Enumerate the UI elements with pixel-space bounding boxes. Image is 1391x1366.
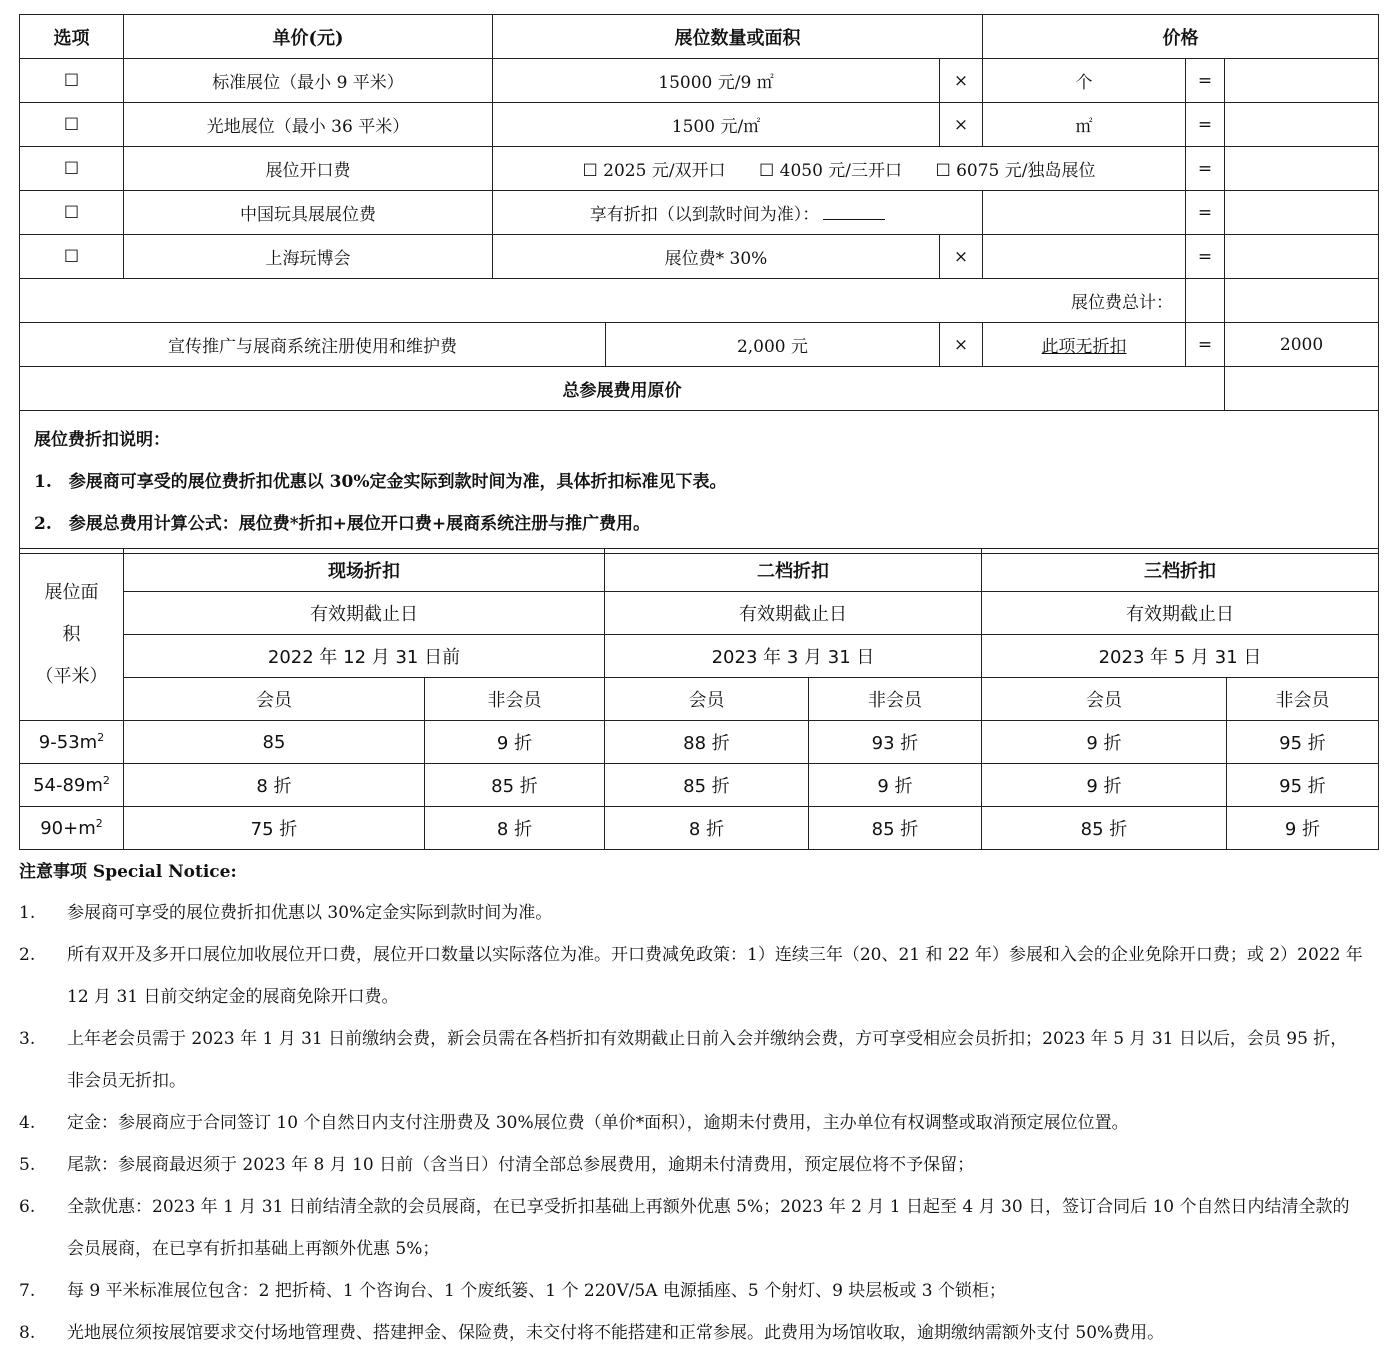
- notice-number: 3.: [19, 1029, 36, 1049]
- discount-cell: 8 折: [124, 764, 425, 807]
- notice-number: 1.: [19, 903, 36, 923]
- value-promotion-fee: 2000: [1225, 323, 1379, 367]
- discount-table: [19, 548, 1379, 850]
- price-raw-space[interactable]: [1225, 103, 1379, 147]
- row-promotion-fee: [20, 323, 1379, 367]
- discount-cell: 9 折: [425, 721, 605, 764]
- area-header: [20, 549, 124, 721]
- opening-option-double[interactable]: [583, 161, 726, 181]
- subtotal-spacer: [1186, 279, 1225, 323]
- area-cell: [20, 764, 124, 807]
- booth-fee-form: [19, 14, 1379, 554]
- equals-sign: =: [1186, 59, 1225, 103]
- discount-china-toy-fair: [493, 191, 983, 235]
- header-price: 价格: [983, 15, 1379, 59]
- row-standard-booth: [20, 59, 1379, 103]
- label-grand-total: 总参展费用原价: [20, 367, 1225, 411]
- list-item: [19, 892, 1364, 934]
- price-china-toy-fair[interactable]: [1225, 191, 1379, 235]
- form-header-row: [20, 15, 1379, 59]
- discount-note-2: 2. 参展总费用计算公式：展位费*折扣+展位开口费+展商系统注册与推广费用。: [34, 514, 651, 534]
- discount-cell: 9 折: [1227, 807, 1379, 850]
- row-raw-space: [20, 103, 1379, 147]
- discount-blank-field[interactable]: [823, 203, 885, 220]
- checkbox-raw-space[interactable]: ☐: [20, 103, 124, 147]
- valid-label-onsite: 有效期截止日: [124, 592, 605, 635]
- discount-cell: 88 折: [605, 721, 809, 764]
- list-item: [19, 1102, 1364, 1144]
- notice-text: 定金：参展商应于合同签订 10 个自然日内支付注册费及 30%展位费（单价*面积），逾期未付费用，主办单位有权调整或取消预定展位位置。: [67, 1113, 1129, 1133]
- discount-cell: 95 折: [1227, 721, 1379, 764]
- checkbox-shanghai-toy-expo[interactable]: ☐: [20, 235, 124, 279]
- header-option: 选项: [20, 15, 124, 59]
- checkbox-triple[interactable]: ☐: [758, 161, 775, 181]
- label-promotion-fee: 宣传推广与展商系统注册使用和维护费: [20, 323, 606, 367]
- equals-sign: =: [1186, 103, 1225, 147]
- multiply-sign: ×: [940, 235, 983, 279]
- discount-cell: 9 折: [982, 764, 1227, 807]
- area-cell: [20, 807, 124, 850]
- qty-china-toy-fair[interactable]: [983, 191, 1186, 235]
- member-header: 会员: [124, 678, 425, 721]
- unit-shanghai-toy-expo: 展位费* 30%: [493, 235, 940, 279]
- price-standard-booth[interactable]: [1225, 59, 1379, 103]
- multiply-sign: ×: [940, 323, 983, 367]
- discount-cell: 8 折: [425, 807, 605, 850]
- tier-onsite: 现场折扣: [124, 549, 605, 592]
- header-quantity: 展位数量或面积: [493, 15, 983, 59]
- area-superscript: 2: [95, 817, 103, 830]
- notice-number: 6.: [19, 1197, 36, 1217]
- discount-cell: 85 折: [605, 764, 809, 807]
- checkbox-opening-fee[interactable]: ☐: [20, 147, 124, 191]
- notice-number: 4.: [19, 1113, 36, 1133]
- member-header: 会员: [605, 678, 809, 721]
- discount-cell: 93 折: [809, 721, 982, 764]
- label-opening-fee: 展位开口费: [124, 147, 493, 191]
- notice-number: 2.: [19, 945, 36, 965]
- row-opening-fee: [20, 147, 1379, 191]
- area-header-line-2: 积: [62, 623, 81, 645]
- non-member-header: 非会员: [1227, 678, 1379, 721]
- notice-number: 7.: [19, 1281, 36, 1301]
- discount-cell: 75 折: [124, 807, 425, 850]
- notice-number: 5.: [19, 1155, 36, 1175]
- note-no-discount: 此项无折扣: [983, 323, 1186, 367]
- deadline-third: 2023 年 5 月 31 日: [982, 635, 1379, 678]
- discount-notes: [20, 411, 1379, 554]
- unit-standard-booth: 15000 元/9 ㎡: [493, 59, 940, 103]
- membership-row: [20, 678, 1379, 721]
- discount-text: 享有折扣（以到款时间为准）：: [589, 205, 820, 225]
- opening-option-triple[interactable]: [759, 161, 902, 181]
- valid-label-second: 有效期截止日: [605, 592, 982, 635]
- area-value: 90+m: [40, 818, 96, 839]
- opening-fee-options: [493, 147, 1186, 191]
- discount-cell: 85 折: [982, 807, 1227, 850]
- row-grand-total: [20, 367, 1379, 411]
- area-superscript: 2: [102, 774, 110, 787]
- tier-third: 三档折扣: [982, 549, 1379, 592]
- notice-text: 参展商可享受的展位费折扣优惠以 30%定金实际到款时间为准。: [67, 903, 553, 923]
- equals-sign: =: [1186, 147, 1225, 191]
- list-item: [19, 1312, 1364, 1354]
- label-standard-booth: 标准展位（最小 9 平米）: [124, 59, 493, 103]
- area-cell: [20, 721, 124, 764]
- special-notice: [19, 852, 1364, 1354]
- price-shanghai-toy-expo[interactable]: [1225, 235, 1379, 279]
- discount-cell: 9 折: [982, 721, 1227, 764]
- discount-note-1: 1. 参展商可享受的展位费折扣优惠以 30%定金实际到款时间为准，具体折扣标准见下表。: [34, 472, 727, 492]
- discount-cell: 8 折: [605, 807, 809, 850]
- valid-label-third: 有效期截止日: [982, 592, 1379, 635]
- notice-text: 每 9 平米标准展位包含：2 把折椅、1 个咨询台、1 个废纸篓、1 个 220V/5A 电源插座、5 个射灯、9 块层板或 3 个锁柜；: [67, 1281, 1006, 1301]
- row-discount-notes: [20, 411, 1379, 554]
- label-shanghai-toy-expo: 上海玩博会: [124, 235, 493, 279]
- discount-notes-title: 展位费折扣说明：: [34, 430, 170, 450]
- tier-second: 二档折扣: [605, 549, 982, 592]
- area-header-line-3: （平米）: [35, 665, 108, 687]
- option-double-label: 2025 元/双开口: [603, 161, 726, 181]
- list-item: [19, 1186, 1364, 1270]
- non-member-header: 非会员: [425, 678, 605, 721]
- opening-option-island[interactable]: [935, 161, 1095, 181]
- discount-cell: 9 折: [809, 764, 982, 807]
- label-china-toy-fair: 中国玩具展展位费: [124, 191, 493, 235]
- qty-raw-space[interactable]: ㎡: [983, 103, 1186, 147]
- deadline-row: [20, 635, 1379, 678]
- price-opening-fee[interactable]: [1225, 147, 1379, 191]
- equals-sign: =: [1186, 323, 1225, 367]
- notice-text: 全款优惠：2023 年 1 月 31 日前结清全款的会员展商，在已享受折扣基础上再额外优惠 5%；2023 年 2 月 1 日起至 4 月 30 日，签订合同后 10 个自然日内结清全款的会员展商，在已享有折扣基础上再额外优惠 5%；: [67, 1197, 1350, 1259]
- checkbox-china-toy-fair[interactable]: ☐: [20, 191, 124, 235]
- area-superscript: 2: [97, 731, 105, 744]
- table-row: [20, 764, 1379, 807]
- area-value: 54-89m: [33, 775, 103, 796]
- qty-standard-booth[interactable]: 个: [983, 59, 1186, 103]
- row-shanghai-toy-expo: [20, 235, 1379, 279]
- checkbox-island[interactable]: ☐: [935, 161, 951, 181]
- tier-name-row: [20, 549, 1379, 592]
- row-booth-subtotal: [20, 279, 1379, 323]
- option-island-label: 6075 元/独岛展位: [956, 161, 1096, 181]
- label-raw-space: 光地展位（最小 36 平米）: [124, 103, 493, 147]
- area-value: 9-53m: [38, 732, 98, 753]
- value-booth-subtotal[interactable]: [1225, 279, 1379, 323]
- value-grand-total[interactable]: [1225, 367, 1379, 411]
- checkbox-standard-booth[interactable]: ☐: [20, 59, 124, 103]
- valid-label-row: [20, 592, 1379, 635]
- qty-shanghai-toy-expo[interactable]: [983, 235, 1186, 279]
- multiply-sign: ×: [940, 103, 983, 147]
- notice-text: 光地展位须按展馆要求交付场地管理费、搭建押金、保险费，未交付将不能搭建和正常参展。此费用为场馆收取，逾期缴纳需额外支付 50%费用。: [67, 1323, 1165, 1343]
- unit-promotion-fee: 2,000 元: [606, 323, 940, 367]
- discount-cell: 95 折: [1227, 764, 1379, 807]
- list-item: [19, 1018, 1364, 1102]
- equals-sign: =: [1186, 235, 1225, 279]
- notice-text: 所有双开及多开口展位加收展位开口费，展位开口数量以实际落位为准。开口费减免政策：1）连续三年（20、21 和 22 年）参展和入会的企业免除开口费；或 2）2022 年 12 月 31 日前交纳定金的展商免除开口费。: [67, 945, 1363, 1007]
- equals-sign: =: [1186, 191, 1225, 235]
- list-item: [19, 934, 1364, 1018]
- discount-cell: 85: [124, 721, 425, 764]
- discount-cell: 85 折: [425, 764, 605, 807]
- list-item: [19, 1270, 1364, 1312]
- list-item: [19, 1144, 1364, 1186]
- notice-number: 8.: [19, 1323, 36, 1343]
- area-header-line-1: 展位面: [44, 581, 99, 603]
- notice-text: 上年老会员需于 2023 年 1 月 31 日前缴纳会费，新会员需在各档折扣有效期截止日前入会并缴纳会费，方可享受相应会员折扣；2023 年 5 月 31 日以后，会员 95 折，非会员无折扣。: [67, 1029, 1348, 1091]
- row-china-toy-fair: [20, 191, 1379, 235]
- deadline-onsite: 2022 年 12 月 31 日前: [124, 635, 605, 678]
- deadline-second: 2023 年 3 月 31 日: [605, 635, 982, 678]
- discount-cell: 85 折: [809, 807, 982, 850]
- member-header: 会员: [982, 678, 1227, 721]
- table-row: [20, 807, 1379, 850]
- non-member-header: 非会员: [809, 678, 982, 721]
- header-unit-price: 单价(元): [124, 15, 493, 59]
- notice-title: 注意事项 Special Notice:: [19, 862, 237, 882]
- notice-text: 尾款：参展商最迟须于 2023 年 8 月 10 日前（含当日）付清全部总参展费用，逾期未付清费用，预定展位将不予保留；: [67, 1155, 975, 1175]
- table-row: [20, 721, 1379, 764]
- checkbox-double[interactable]: ☐: [582, 161, 598, 181]
- unit-raw-space: 1500 元/㎡: [493, 103, 940, 147]
- option-triple-label: 4050 元/三开口: [779, 161, 903, 181]
- label-booth-subtotal: 展位费总计：: [20, 279, 1186, 323]
- multiply-sign: ×: [940, 59, 983, 103]
